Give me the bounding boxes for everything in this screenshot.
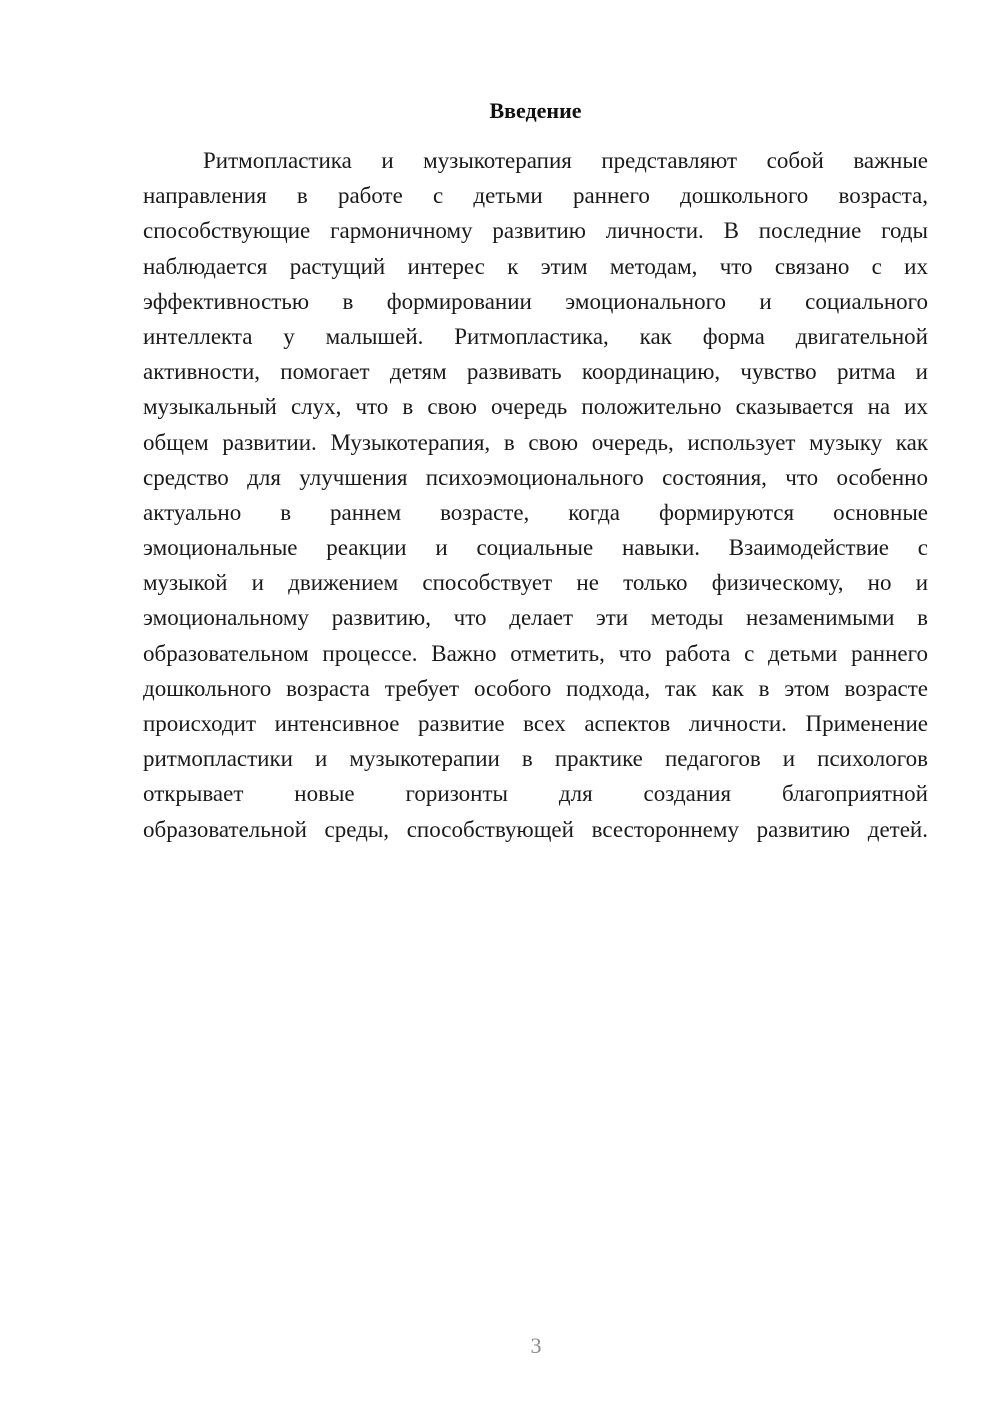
paragraph-line: эмоциональному развитию, что делает эти методы незаменимыми в — [143, 605, 928, 631]
paragraph-line: Ритмопластика и музыкотерапия представляют собой важные — [203, 148, 928, 173]
paragraph-line: музыкой и движением способствует не только физическому, но и — [143, 570, 928, 596]
section-heading: Введение — [489, 98, 582, 123]
paragraph-line: эмоциональные реакции и социальные навыки. Взаимодействие с — [143, 535, 928, 561]
introduction-paragraph — [143, 143, 928, 847]
paragraph-line: эффективностью в формировании эмоционального и социального — [143, 288, 928, 314]
paragraph-line: музыкальный слух, что в свою очередь положительно сказывается на их — [143, 394, 928, 420]
paragraph-line: направления в работе с детьми раннего дошкольного возраста, — [143, 183, 928, 209]
paragraph-line: открывает новые горизонты для создания благоприятной — [143, 781, 928, 807]
page-number: 3 — [530, 1333, 542, 1358]
paragraph-line: наблюдается растущий интерес к этим методам, что связано с их — [143, 253, 928, 279]
paragraph-line: актуально в раннем возрасте, когда формируются основные — [143, 499, 928, 525]
paragraph-line: средство для улучшения психоэмоционального состояния, что особенно — [143, 464, 928, 490]
paragraph-line: активности, помогает детям развивать координацию, чувство ритма и — [143, 359, 928, 385]
paragraph-line: дошкольного возраста требует особого подхода, так как в этом возрасте — [143, 675, 928, 701]
paragraph-line: ритмопластики и музыкотерапии в практике педагогов и психологов — [143, 746, 928, 772]
paragraph-line: образовательном процессе. Важно отметить, что работа с детьми раннего — [143, 640, 928, 666]
paragraph-line: способствующие гармоничному развитию личности. В последние годы — [143, 218, 928, 244]
paragraph-line: интеллекта у малышей. Ритмопластика, как форма двигательной — [143, 323, 928, 349]
paragraph-line: образовательной среды, способствующей всестороннему развитию детей. — [143, 816, 928, 842]
paragraph-line: общем развитии. Музыкотерапия, в свою очередь, использует музыку как — [143, 429, 928, 455]
paragraph-line: происходит интенсивное развитие всех аспектов личности. Применение — [143, 711, 928, 736]
